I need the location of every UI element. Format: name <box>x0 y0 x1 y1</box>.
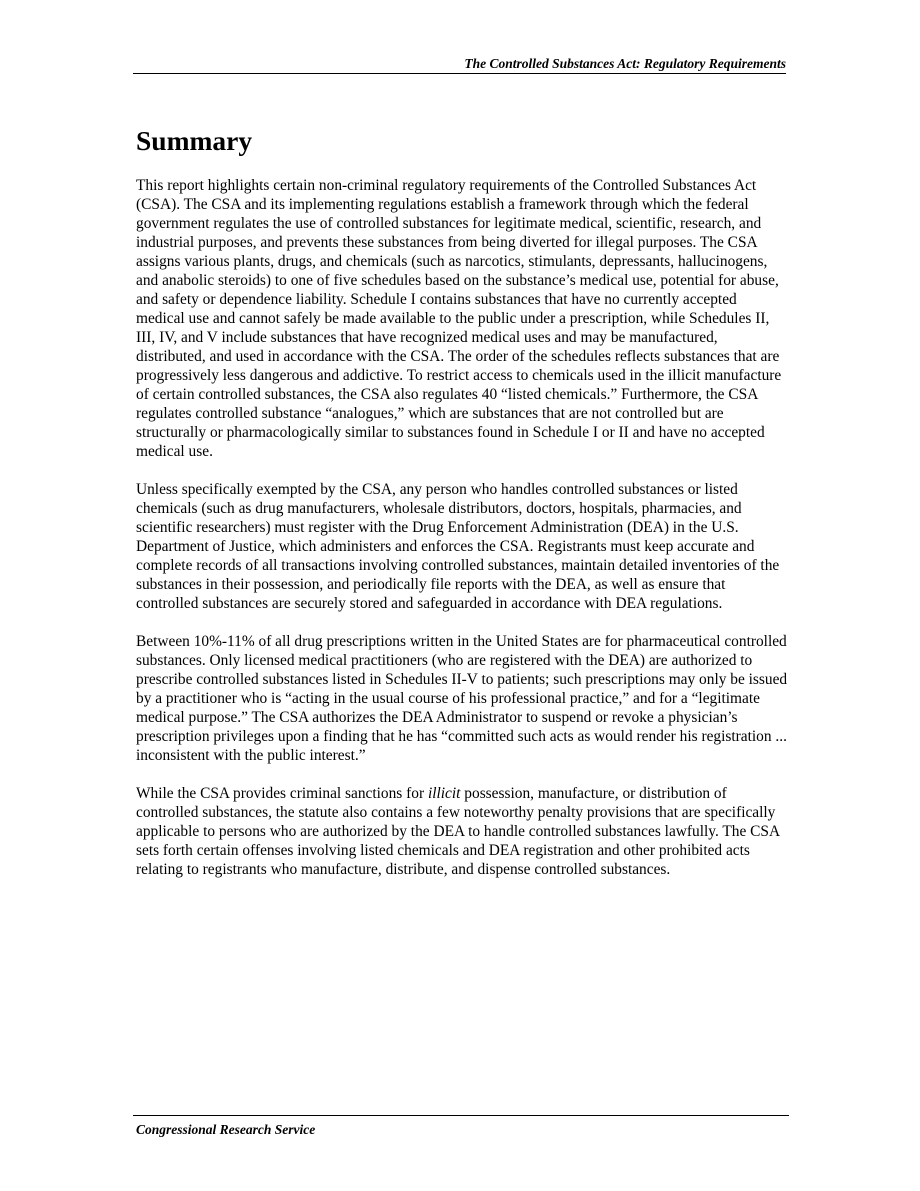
page-footer: Congressional Research Service <box>133 1115 789 1138</box>
paragraph-1: This report highlights certain non-criminal regulatory requirements of the Controlled Substances Act (CSA). The CSA and its implementing regulations establish a framework through which the federal government regulates the use of controlled substances for legitimate medical, scientific, research, and industrial purposes, and prevents these substances from being diverted for illegal purposes. The CSA assigns various plants, drugs, and chemicals (such as narcotics, stimulants, depressants, hallucinogens, and anabolic steroids) to one of five schedules based on the substance’s medical use, potential for abuse, and safety or dependence liability. Schedule I contains substances that have no currently accepted medical use and cannot safely be made available to the public under a prescription, while Schedules II, III, IV, and V include substances that have recognized medical uses and may be manufactured, distributed, and used in accordance with the CSA. The order of the schedules reflects substances that are progressively less dangerous and addictive. To restrict access to chemicals used in the illicit manufacture of certain controlled substances, the CSA also regulates 40 “listed chemicals.” Furthermore, the CSA regulates controlled substance “analogues,” which are substances that are not controlled but are structurally or pharmacologically similar to substances found in Schedule I or II and have no accepted medical use. <box>136 177 782 460</box>
paragraph-4-lead: While the CSA provides criminal sanctions for <box>136 785 428 802</box>
summary-body <box>136 176 788 898</box>
running-header: The Controlled Substances Act: Regulatory Requirements <box>133 55 786 74</box>
paragraph-2: Unless specifically exempted by the CSA, any person who handles controlled substances or listed chemicals (such as drug manufacturers, wholesale distributors, doctors, hospitals, pharmacies, and scientific researchers) must register with the Drug Enforcement Administration (DEA) in the U.S. Department of Justice, which administers and enforces the CSA. Registrants must keep accurate and complete records of all transactions involving controlled substances, maintain detailed inventories of the substances in their possession, and periodically file reports with the DEA, as well as ensure that controlled substances are securely stored and safeguarded in accordance with DEA regulations. <box>136 481 780 612</box>
paragraph-4-rest: possession, manufacture, or distribution of controlled substances, the statute also contains a few noteworthy penalty provisions that are specifically applicable to persons who are authorized by the DEA to handle controlled substances lawfully. The CSA sets forth certain offenses involving listed chemicals and DEA registration and other prohibited acts relating to registrants who manufacture, distribute, and dispense controlled substances. <box>136 785 780 878</box>
page-title: Summary <box>136 125 253 156</box>
paragraph-3: Between 10%-11% of all drug prescriptions written in the United States are for pharmaceutical controlled substances. Only licensed medical practitioners (who are registered with the DEA) are authorized to prescribe controlled substances listed in Schedules II-V to patients; such prescriptions may only be issued by a practitioner who is “acting in the usual course of his professional practice,” and for a “legitimate medical purpose.” The CSA authorizes the DEA Administrator to suspend or revoke a physician’s prescription privileges upon a finding that he has “committed such acts as would render his registration ... inconsistent with the public interest.” <box>136 633 788 764</box>
paragraph-4-emphasis: illicit <box>427 785 461 802</box>
paragraph-4 <box>136 784 788 879</box>
